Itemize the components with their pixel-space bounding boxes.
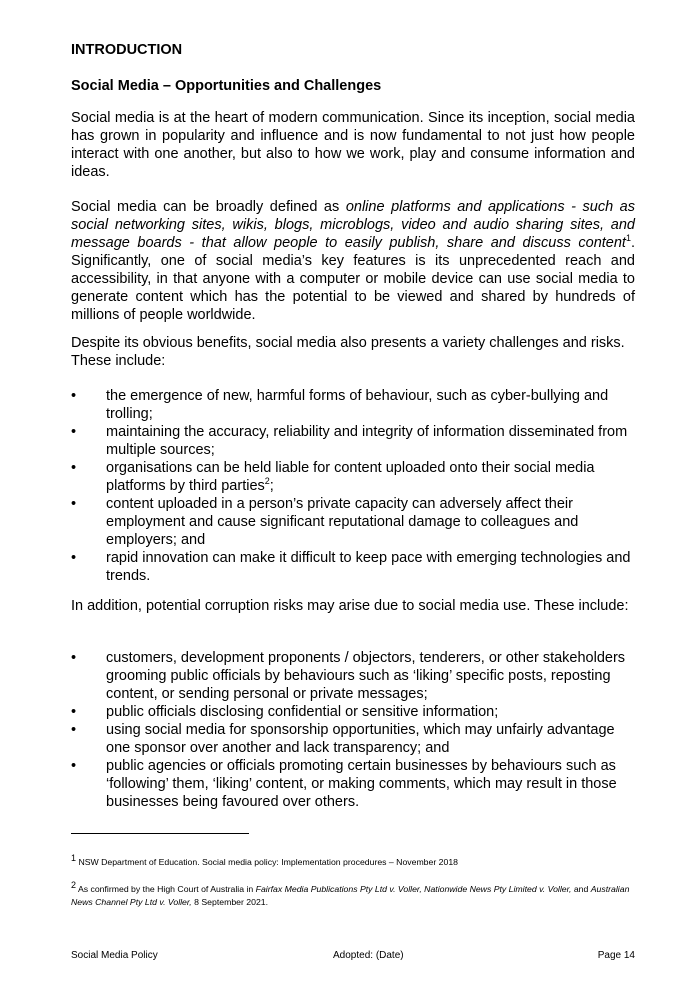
intro-paragraph: Social media is at the heart of modern communication. Since its inception, social media has grown in popularity and influence and is now fundamental to not just how people interact with one another, but also to how we work, play and consume information and ideas. xyxy=(71,110,635,180)
footer-page-number: Page 14 xyxy=(597,950,635,961)
definition-period: . xyxy=(630,235,635,251)
list-item: • using social media for sponsorship opportunities, which may unfairly advantage one sponsor over another and lack transparency; and xyxy=(71,722,615,756)
bullet-glyph: • xyxy=(71,550,77,566)
definition-lead: Social media can be broadly defined as xyxy=(71,199,346,215)
corruption-intro: In addition, potential corruption risks may arise due to social media use. These include: xyxy=(71,598,629,614)
list-item: • customers, development proponents / objectors, tenderers, or other stakeholders grooming public officials by behaviours such as ‘liking’ specific posts, reposting content, or sending personal or private messages; xyxy=(71,650,626,702)
list-item: • public agencies or officials promoting certain businesses by behaviours such as ‘following’ them, ‘liking’ content, or making comments, which may result in those businesses being favoured over others. xyxy=(71,758,617,810)
list-item: • maintaining the accuracy, reliability and integrity of information disseminated from multiple sources; xyxy=(71,424,628,458)
bullet-glyph: • xyxy=(71,704,77,720)
bullet-glyph: • xyxy=(71,650,77,666)
section-heading: INTRODUCTION xyxy=(71,42,183,58)
challenges-intro: Despite its obvious benefits, social media also presents a variety challenges and risks. These include: xyxy=(71,335,625,369)
list-item: • content uploaded in a person’s private capacity can adversely affect their employment and cause significant reputational damage to colleagues and employers; and xyxy=(71,496,579,548)
list-item: • organisations can be held liable for content uploaded onto their social media platforms by third parties$^2$; xyxy=(71,460,595,494)
definition-paragraph xyxy=(71,198,635,324)
list-item: • public officials disclosing confidential or sensitive information; xyxy=(71,704,499,720)
footer-adopted-date: Adopted: (Date) xyxy=(333,950,404,961)
footer-document-title: Social Media Policy xyxy=(71,950,158,961)
bullet-glyph: • xyxy=(71,460,77,476)
bullet-glyph: • xyxy=(71,496,77,512)
footnote-separator xyxy=(71,833,249,834)
challenges-list xyxy=(71,387,635,585)
footnote-1: $^1$ NSW Department of Education. Social media policy: Implementation procedures – November 2018 xyxy=(71,853,458,867)
list-item: • rapid innovation can make it difficult to keep pace with emerging technologies and trends. xyxy=(71,550,631,584)
bullet-glyph: • xyxy=(71,388,77,404)
definition-text: online platforms and applications - such as social networking sites, wikis, blogs, microblogs, video and audio sharing sites, and message boards - that allow people to easily publish, share and discuss content xyxy=(71,199,635,251)
definition-rest: Significantly, one of social media’s key features is its unprecedented reach and accessibility, in that anyone with a computer or mobile device can use social media to generate content which has the potential to be viewed and shared by hundreds of millions of people worldwide. xyxy=(71,253,635,323)
list-item: • the emergence of new, harmful forms of behaviour, such as cyber-bullying and trolling; xyxy=(71,388,609,422)
footnote-ref-1: 1 xyxy=(625,233,631,244)
bullet-glyph: • xyxy=(71,722,77,738)
bullet-glyph: • xyxy=(71,424,77,440)
bullet-glyph: • xyxy=(71,758,77,774)
footnote-ref-2: 2 xyxy=(264,476,270,487)
footnote-2: $^2$ As confirmed by the High Court of Australia in Fairfax Media Publications Pty Ltd v. Voller, Nationwide News Pty Limited v. Voller, and Australian News Channel Pty Ltd v. Voller, 8 September 2021. xyxy=(71,880,630,907)
corruption-risks-list xyxy=(71,649,635,811)
section-subheading: Social Media – Opportunities and Challenges xyxy=(71,78,382,94)
